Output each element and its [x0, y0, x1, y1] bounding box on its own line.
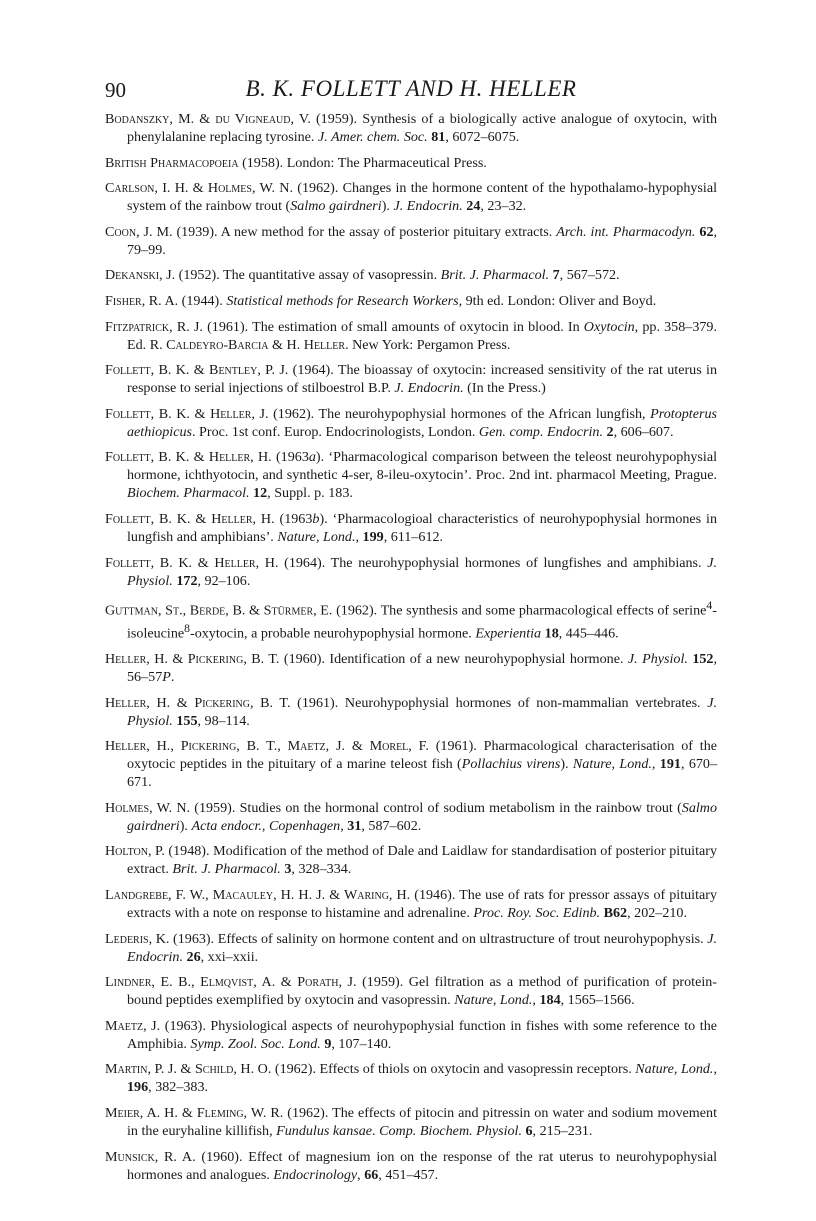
reference-italic: Comp. Biochem. Physiol.: [379, 1123, 522, 1140]
reference-authors: Follett, B. K. & Bentley, P. J.: [105, 362, 289, 379]
reference-text: (1963: [274, 510, 313, 527]
reference-volume: 66: [364, 1166, 379, 1183]
reference-volume: 152: [692, 651, 714, 668]
reference-text: (1963). Effects of salinity on hormone content and on ultrastructure of trout neurohypophysis.: [169, 930, 708, 947]
reference-text: (1960). Effect of magnesium ion on the response of the rat uterus to neurohypophysial hormones and analogues.: [127, 1148, 717, 1183]
reference-text: (1944).: [178, 292, 227, 309]
reference-text: ,: [713, 1061, 717, 1078]
reference-authors: Heller, H., Pickering, B. T., Maetz, J. & Morel, F.: [105, 738, 429, 755]
reference-italic: Acta endocr., Copenhagen: [191, 817, 341, 834]
reference-volume: 199: [362, 528, 384, 545]
reference-text: (1963: [271, 449, 309, 466]
reference-text: (1952). The quantitative assay of vasopressin.: [175, 267, 441, 284]
reference-text: (1958). London: The Pharmaceutical Press.: [238, 154, 487, 171]
reference-entry: [105, 1060, 717, 1096]
reference-authors: Holmes, W. N.: [105, 799, 191, 816]
reference-text: ,: [532, 992, 540, 1009]
reference-text: ,: [651, 756, 660, 773]
reference-text: ,: [340, 817, 348, 834]
reference-authors: Follett, B. K. & Heller, H.: [105, 449, 272, 466]
reference-text: (In the Press.): [463, 380, 546, 397]
reference-text: , Suppl. p. 183.: [267, 485, 353, 502]
reference-volume: 62: [699, 223, 714, 240]
reference-text: , 9th ed. London: Oliver and Boyd.: [458, 292, 657, 309]
reference-authors: Landgrebe, F. W., Macauley, H. H. J. & Waring, H.: [105, 887, 411, 904]
reference-text: (1961). Neurohypophysial hormones of non-mammalian vertebrates.: [290, 694, 708, 711]
reference-authors: Lindner, E. B., Elmqvist, A. & Porath, J.: [105, 974, 357, 991]
reference-text: (1962). The effects of pitocin and pitressin on water and sodium movement in the euryhaline killifish,: [127, 1105, 717, 1140]
reference-text: (1962). The neurohypophysial hormones of the African lungfish,: [268, 405, 651, 422]
reference-authors: Heller, H. & Pickering, B. T.: [105, 694, 291, 711]
reference-entry: [105, 448, 717, 502]
reference-text: , 79–99.: [127, 223, 718, 258]
reference-text: , 670–671.: [127, 756, 718, 791]
reference-authors: Holton, P.: [105, 843, 165, 860]
reference-volume: 26: [186, 948, 201, 965]
reference-entry: [105, 597, 717, 642]
reference-volume: 81: [431, 129, 446, 145]
reference-italic: J. Physiol.: [627, 651, 688, 668]
reference-text: ).: [179, 817, 192, 834]
reference-text: , 328–334.: [291, 861, 352, 878]
reference-volume: B62: [603, 905, 628, 922]
reference-entry: [105, 1148, 717, 1184]
reference-entry: [105, 179, 717, 215]
reference-italic: J. Amer. chem. Soc.: [317, 129, 428, 145]
reference-list: [105, 110, 717, 1184]
reference-italic: J. Physiol.: [127, 554, 717, 589]
reference-entry: [105, 223, 717, 259]
reference-text: , pp. 358–379. Ed.: [127, 318, 717, 353]
reference-text: , 567–572.: [559, 267, 620, 284]
reference-italic: Oxytocin: [583, 318, 635, 335]
reference-authors: Follett, B. K. & Heller, J.: [105, 405, 269, 422]
reference-authors: Martin, P. J. & Schild, H. O.: [105, 1061, 272, 1078]
reference-text: , 587–602.: [361, 817, 422, 834]
reference-entry: [105, 554, 717, 590]
reference-text: -isoleucine: [127, 602, 717, 642]
reference-superscript: 8: [184, 621, 191, 635]
reference-text: (1964). The neurohypophysial hormones of lungfishes and amphibians.: [278, 554, 708, 571]
reference-volume: 7: [552, 267, 560, 284]
reference-volume: 24: [466, 198, 481, 215]
reference-text: .: [372, 1123, 380, 1140]
reference-text: ). ‘Pharmacologioal characteristics of neurohypophysial hormones in lungfish and amphibians’.: [127, 510, 717, 545]
reference-italic: Nature, Lond.: [572, 756, 652, 773]
reference-volume: 6: [525, 1123, 533, 1140]
reference-italic: b: [312, 510, 320, 527]
reference-italic: Salmo gairdneri: [290, 198, 382, 215]
reference-entry: [105, 973, 717, 1009]
reference-text: (1959). Studies on the hormonal control of sodium metabolism in the rainbow trout (: [190, 799, 682, 816]
reference-italic: Nature, Lond.: [277, 528, 356, 545]
reference-authors: Maetz, J.: [105, 1017, 161, 1034]
reference-text: .: [170, 669, 175, 686]
reference-entry: [105, 510, 717, 546]
reference-italic: Brit. J. Pharmacol.: [172, 861, 281, 878]
reference-italic: Salmo gairdneri: [127, 799, 717, 834]
reference-italic: J. Endocrin.: [393, 198, 463, 215]
reference-text: (1959). Synthesis of a biologically active analogue of oxytocin, with phenylalanine replacing tyrosine.: [127, 111, 718, 145]
reference-text: , 56–57: [127, 651, 717, 686]
reference-text: , 1565–1566.: [560, 992, 635, 1009]
reference-authors: Bodanszky, M. & du Vigneaud, V.: [105, 111, 311, 127]
reference-text: ,: [355, 528, 363, 545]
reference-text: , 23–32.: [480, 198, 527, 215]
reference-entry: [105, 650, 717, 686]
reference-text: (1963). Physiological aspects of neurohypophysial function in fishes with some reference to the Amphibia.: [127, 1017, 718, 1052]
running-title: B. K. FOLLETT AND H. HELLER: [245, 76, 577, 101]
reference-volume: 155: [176, 712, 198, 729]
reference-authors: Fitzpatrick, R. J.: [105, 318, 203, 335]
reference-text: , 451–457.: [378, 1166, 439, 1183]
reference-volume: 9: [324, 1035, 332, 1052]
reference-text: , 611–612.: [383, 528, 444, 545]
reference-entry: [105, 930, 717, 966]
reference-entry: [105, 361, 717, 397]
reference-italic: Proc. Roy. Soc. Edinb.: [473, 905, 601, 922]
reference-text: (1962). The synthesis and some pharmacological effects of serine: [332, 602, 707, 619]
reference-text: (1948). Modification of the method of Dale and Laidlaw for standardisation of posterior pituitary extract.: [127, 843, 717, 878]
reference-authors: Lederis, K.: [105, 930, 170, 947]
reference-entry: [105, 318, 717, 354]
reference-entry: [105, 886, 717, 922]
reference-volume: 2: [606, 423, 614, 440]
reference-volume: 196: [127, 1079, 149, 1096]
reference-text: , 382–383.: [148, 1079, 209, 1096]
reference-text: (1960). Identification of a new neurohypophysial hormone.: [279, 651, 628, 668]
reference-entry: [105, 842, 717, 878]
reference-volume: 172: [176, 572, 198, 589]
reference-text: , 215–231.: [532, 1123, 593, 1140]
page-number: 90: [105, 78, 126, 102]
reference-text: , 107–140.: [331, 1035, 392, 1052]
page-header: [105, 78, 717, 108]
reference-authors: Fisher, R. A.: [105, 292, 179, 309]
reference-authors: Guttman, St., Berde, B. & Stürmer, E.: [105, 602, 333, 619]
reference-authors: Munsick, R. A.: [105, 1148, 196, 1165]
reference-entry: [105, 799, 717, 835]
reference-italic: Pollachius virens: [461, 756, 561, 773]
reference-text: , 92–106.: [197, 572, 251, 589]
reference-text: , xxi–xxii.: [200, 948, 259, 965]
reference-volume: 12: [253, 485, 268, 502]
reference-text: . Proc. 1st conf. Europ. Endocrinologists, London.: [191, 423, 479, 440]
reference-italic: J. Endocrin.: [394, 380, 464, 397]
reference-text: , 445–446.: [558, 625, 619, 642]
reference-italic: a: [308, 449, 316, 466]
reference-italic: Statistical methods for Research Workers: [226, 292, 459, 309]
reference-volume: 18: [544, 625, 559, 642]
reference-italic: Fundulus kansae: [276, 1123, 373, 1140]
reference-italic: Nature, Lond.: [454, 992, 533, 1009]
reference-entry: [105, 266, 717, 284]
page: [105, 78, 717, 1191]
reference-text: (1939). A new method for the assay of posterior pituitary extracts.: [172, 223, 557, 240]
reference-italic: Brit. J. Pharmacol.: [440, 267, 550, 284]
reference-authors: British Pharmacopoeia: [105, 154, 239, 171]
reference-text: ).: [381, 198, 394, 215]
reference-authors: Follett, B. K. & Heller, H.: [105, 510, 275, 527]
reference-text: , 606–607.: [613, 423, 674, 440]
reference-entry: [105, 154, 717, 172]
reference-authors: R. Caldeyro-Barcia & H. Heller: [149, 336, 346, 353]
reference-italic: P: [162, 669, 171, 686]
reference-authors: Meier, A. H. & Fleming, W. R.: [105, 1105, 284, 1122]
reference-entry: [105, 737, 717, 791]
reference-italic: Gen. comp. Endocrin.: [478, 423, 603, 440]
reference-text: (1962). Changes in the hormone content of the hypothalamo-hypophysial system of the rainbow trout (: [127, 180, 717, 215]
reference-entry: [105, 405, 717, 441]
reference-italic: J. Physiol.: [127, 694, 717, 729]
reference-italic: Protopterus aethiopicus: [127, 405, 717, 440]
reference-text: ). ‘Pharmacological comparison between the teleost neurohypophysial hormone, ichthyotocin, and synthetic 4-ser, 8-ileu-oxytocin’. Proc. 2nd int. pharmacol Meeting, Prague.: [127, 449, 718, 484]
reference-text: ,: [357, 1166, 365, 1183]
reference-authors: Heller, H. & Pickering, B. T.: [105, 651, 280, 668]
reference-text: (1961). The estimation of small amounts of oxytocin in blood. In: [202, 318, 584, 335]
reference-text: (1961). Pharmacological characterisation of the oxytocic peptides in the pituitary of a marine teleost fish (: [127, 738, 718, 773]
reference-italic: Nature, Lond.: [635, 1061, 714, 1078]
reference-italic: Symp. Zool. Soc. Lond.: [190, 1035, 321, 1052]
reference-volume: 191: [659, 756, 681, 773]
reference-authors: Carlson, I. H. & Holmes, W. N.: [105, 180, 294, 197]
reference-authors: Follett, B. K. & Heller, H.: [105, 554, 279, 571]
reference-italic: Arch. int. Pharmacodyn.: [556, 223, 696, 240]
reference-text: , 6072–6075.: [445, 129, 520, 145]
reference-text: , 202–210.: [627, 905, 687, 922]
reference-volume: 3: [284, 861, 292, 878]
reference-italic: Endocrinology: [273, 1166, 358, 1183]
reference-text: . New York: Pergamon Press.: [345, 336, 511, 353]
reference-volume: 31: [347, 817, 362, 834]
reference-entry: [105, 694, 717, 730]
reference-entry: [105, 110, 717, 146]
reference-italic: Biochem. Pharmacol.: [127, 485, 250, 502]
reference-text: , 98–114.: [197, 712, 250, 729]
reference-text: (1946). The use of rats for pressor assays of pituitary extracts with a note on response to histamine and adrenaline.: [127, 887, 717, 922]
reference-italic: J. Endocrin.: [127, 930, 717, 965]
reference-authors: Coon, J. M.: [105, 223, 173, 240]
reference-text: (1962). Effects of thiols on oxytocin and vasopressin receptors.: [271, 1061, 636, 1078]
reference-italic: Experientia: [475, 625, 542, 642]
reference-entry: [105, 292, 717, 310]
reference-entry: [105, 1104, 717, 1140]
reference-text: -oxytocin, a probable neurohypophysial hormone.: [190, 625, 476, 642]
reference-authors: Dekanski, J.: [105, 267, 176, 284]
reference-text: (1959). Gel filtration as a method of purification of protein-bound peptides exemplified by oxytocin and vasopressin.: [127, 974, 718, 1009]
reference-text: ).: [560, 756, 573, 773]
reference-entry: [105, 1017, 717, 1053]
reference-volume: 184: [539, 992, 561, 1009]
reference-text: (1964). The bioassay of oxytocin: increased sensitivity of the rat uterus in response to serial injections of stilboestrol B.P.: [127, 362, 717, 397]
reference-superscript: 4: [706, 599, 713, 613]
